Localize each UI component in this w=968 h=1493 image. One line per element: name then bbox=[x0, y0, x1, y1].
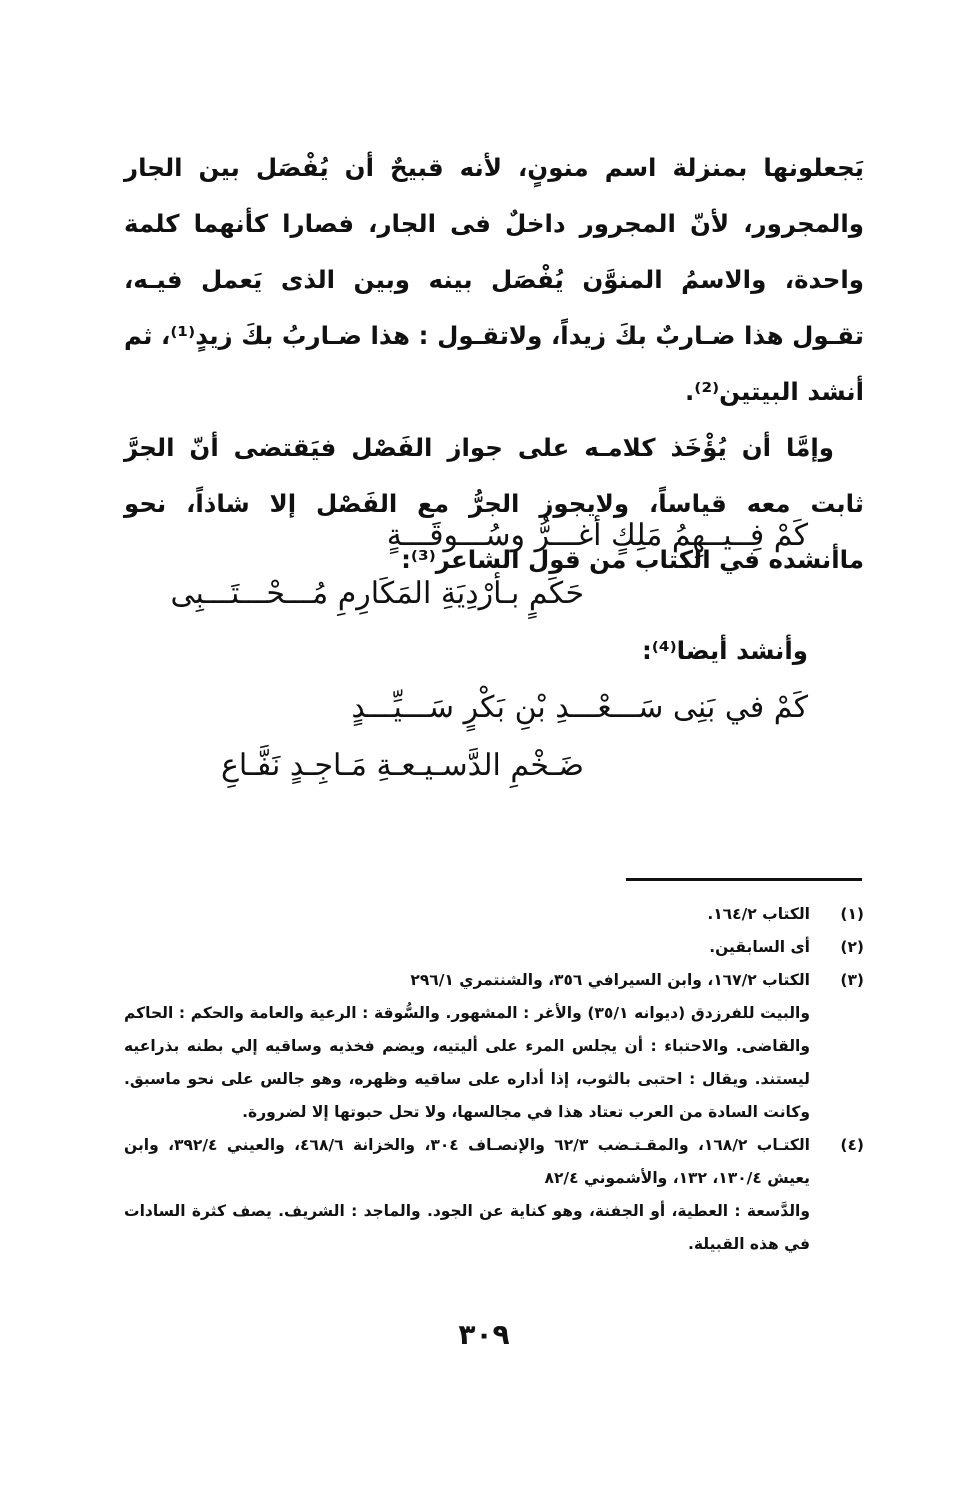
footnote-body bbox=[124, 931, 810, 964]
footnote-body bbox=[124, 898, 810, 931]
footnote-line: الكتاب ١٦٧/٢، وابن السيرافي ٣٥٦، والشنتمري ٢٩٦/١ bbox=[410, 971, 810, 989]
footnote-line: الكتـاب ١٦٨/٢، والمقـتـضب ٦٢/٣ والإنصـاف ٣٠٤، والخزانة ٤٦٨/٦، والعيني ٣٩٢/٤، وابن يعيش ١٣٠/٤، ١٣٢، والأشموني ٨٢/٤ bbox=[124, 1136, 810, 1187]
footnote-line: والبيت للفرزدق (ديوانه ٣٥/١) والأغر : المشهور. والسُّوقة : الرعية والعامة والحكم : الحاكم والقاضى. والاحتباء : أن يجلس المرء على أليتيه، ويضم فخذيه وساقيه إلي بطنه بذراعيه ليستند. ويقال : احتبى بالثوب، إذا أداره على ساقيه وظهره، وهو جالس على نحو ماسبق. وكانت السادة من العرب تعتاد هذا في مجالسها، ولا تحل حبوتها إلا لضرورة. bbox=[124, 1004, 810, 1121]
footnote-line: والدَّسعة : العطية، أو الجفنة، وهو كناية عن الجود. والماجد : الشريف. يصف كثرة السادات في هذه القبيلة. bbox=[124, 1202, 810, 1253]
footnote-number: (٢) bbox=[840, 938, 864, 956]
footnote-body bbox=[124, 1129, 810, 1261]
verse-1-hemistich-1: كَمْ فِــيــهِمُ مَلِكٍ أغـــرُّ وسُـــوقَـــةٍ bbox=[386, 518, 808, 553]
footnote-number: (٣) bbox=[840, 971, 864, 989]
footnote-number: (٤) bbox=[840, 1136, 864, 1154]
footnote-line: أى السابقين. bbox=[709, 938, 810, 956]
footnote-line: الكتاب ١٦٤/٢. bbox=[707, 905, 810, 923]
paragraph-2: وإمَّا أن يُؤْخَذ كلامـه على جواز الفَصْل فيَقتضى أنّ الجرَّ ثابت معه قياساً، ولايجوز الجرُّ مع الفَصْل إلا شاذاً، نحو ماأنشده في الكتاب من قول الشاعر⁽³⁾: bbox=[124, 433, 864, 574]
footnote-number: (١) bbox=[840, 905, 864, 923]
footnote-1 bbox=[124, 898, 864, 931]
verse-intro: وأنشد أيضا⁽⁴⁾: bbox=[641, 636, 808, 665]
verse-2-hemistich-1: كَمْ في بَنِى سَـــعْـــدِ بْنِ بَكْرٍ سَـــيِّـــدٍ bbox=[351, 690, 808, 725]
footnotes bbox=[124, 898, 864, 1261]
verse-1-hemistich-2: حَكَمٍ بـأرْدِيَةِ المَكَارِمِ مُـــحْـــتَـــبِى bbox=[170, 576, 584, 611]
verse-2-hemistich-2: ضَـخْمِ الدَّسـيـعـةِ مَـاجِـدٍ نَفَّـاعِ bbox=[221, 748, 584, 783]
footnote-4 bbox=[124, 1129, 864, 1261]
footnote-3 bbox=[124, 964, 864, 1129]
footnote-2 bbox=[124, 931, 864, 964]
footnote-separator bbox=[626, 878, 862, 881]
page-number: ٣٠٩ bbox=[458, 1318, 510, 1351]
paragraph-1: يَجعلونها بمنزلة اسم منونٍ، لأنه قبيحٌ أن يُفْصَل بين الجار والمجرور، لأنّ المجرور داخلٌ فى الجار، فصارا كأنهما كلمة واحدة، والاسمُ المنوَّن يُفْصَل بينه وبين الذى يَعمل فيـه، تقـول هذا ضـاربٌ بكَ زيداً، ولاتقـول : هذا ضـاربُ بكَ زيدٍ⁽¹⁾، ثم أنشد البيتين⁽²⁾. bbox=[124, 153, 864, 406]
footnote-body bbox=[124, 964, 810, 1129]
